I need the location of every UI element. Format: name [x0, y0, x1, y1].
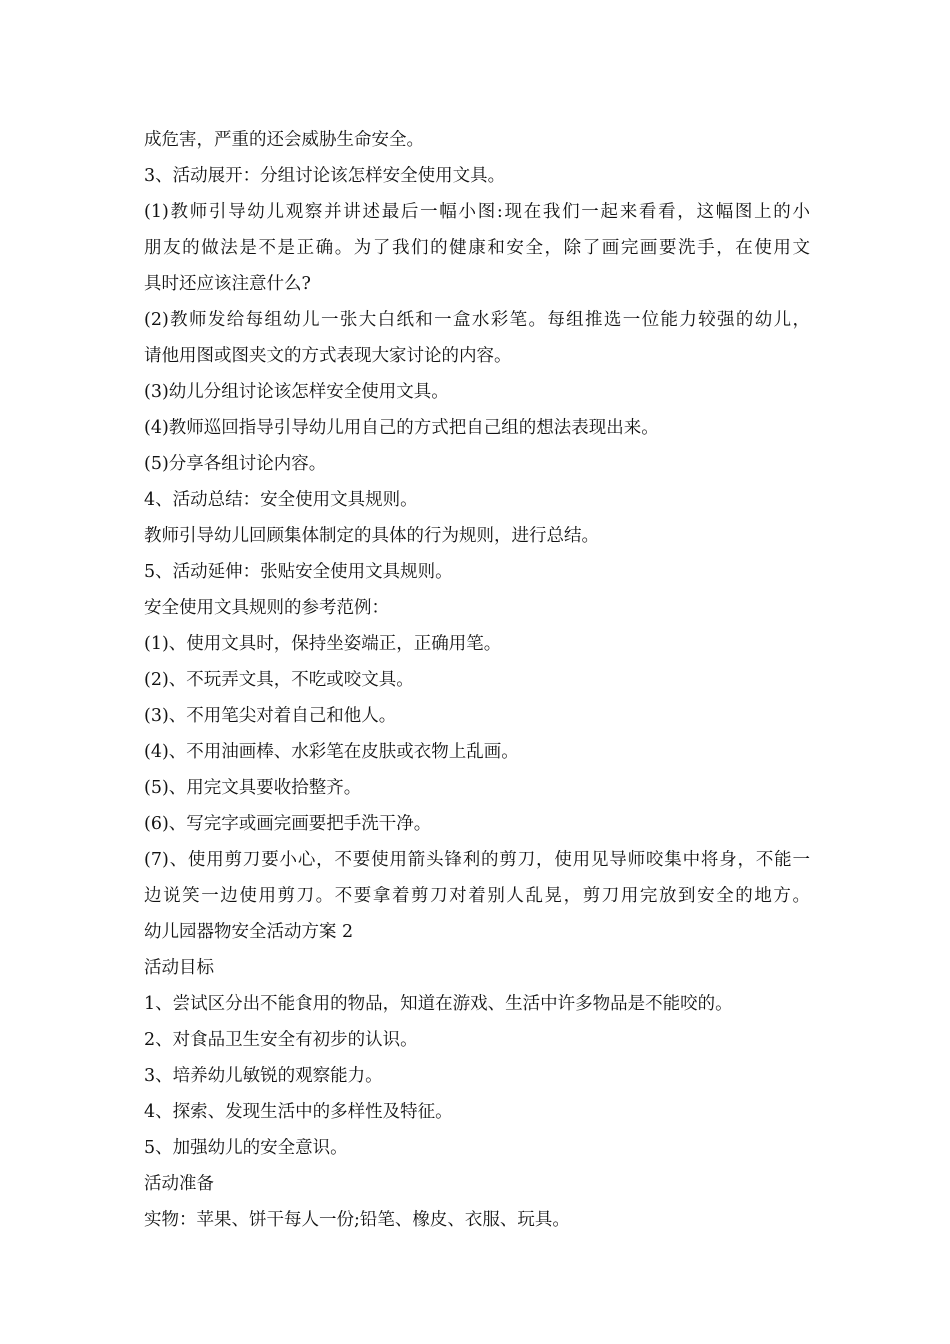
text-line: (1)、使用文具时，保持坐姿端正，正确用笔。 [144, 634, 502, 654]
text-line: 3、活动展开：分组讨论该怎样安全使用文具。 [144, 166, 506, 186]
text-line: (5)、用完文具要收拾整齐。 [144, 778, 362, 798]
text-line: 请他用图或图夹文的方式表现大家讨论的内容。 [144, 346, 512, 366]
text-line: 3、培养幼儿敏锐的观察能力。 [144, 1066, 383, 1086]
text-line: (4)、不用油画棒、水彩笔在皮肤或衣物上乱画。 [144, 742, 519, 762]
text-line: (7)、使用剪刀要小心，不要使用箭头锋利的剪刀，使用见导师咬集中将身，不能一 [144, 850, 810, 870]
text-line: 幼儿园器物安全活动方案 2 [144, 922, 354, 942]
text-line: 成危害，严重的还会威胁生命安全。 [144, 130, 424, 150]
text-line: 实物：苹果、饼干每人一份;铅笔、橡皮、衣服、玩具。 [144, 1210, 570, 1230]
document-body [144, 122, 810, 1238]
text-line: (5)分享各组讨论内容。 [144, 454, 327, 474]
text-line: 朋友的做法是不是正确。为了我们的健康和安全，除了画完画要洗手，在使用文 [144, 238, 810, 258]
text-line: (6)、写完字或画完画要把手洗干净。 [144, 814, 432, 834]
text-line: 4、活动总结：安全使用文具规则。 [144, 490, 418, 510]
text-line: 5、活动延伸：张贴安全使用文具规则。 [144, 562, 453, 582]
text-line: (2)教师发给每组幼儿一张大白纸和一盒水彩笔。每组推选一位能力较强的幼儿， [144, 310, 810, 330]
text-line: 活动准备 [144, 1174, 214, 1194]
text-line: (1)教师引导幼儿观察并讲述最后一幅小图:现在我们一起来看看，这幅图上的小 [144, 202, 810, 222]
text-line: (3)、不用笔尖对着自己和他人。 [144, 706, 397, 726]
text-line: 5、加强幼儿的安全意识。 [144, 1138, 348, 1158]
text-line: (4)教师巡回指导引导幼儿用自己的方式把自己组的想法表现出来。 [144, 418, 659, 438]
text-line: 活动目标 [144, 958, 214, 978]
text-line: (2)、不玩弄文具，不吃或咬文具。 [144, 670, 414, 690]
text-line: (3)幼儿分组讨论该怎样安全使用文具。 [144, 382, 449, 402]
text-line: 2、对食品卫生安全有初步的认识。 [144, 1030, 418, 1050]
text-line: 安全使用文具规则的参考范例： [144, 598, 389, 618]
text-line: 边说笑一边使用剪刀。不要拿着剪刀对着别人乱晃，剪刀用完放到安全的地方。 [144, 886, 810, 906]
text-line: 4、探索、发现生活中的多样性及特征。 [144, 1102, 453, 1122]
text-line: 具时还应该注意什么? [144, 274, 311, 294]
text-line: 教师引导幼儿回顾集体制定的具体的行为规则，进行总结。 [144, 526, 599, 546]
text-line: 1、尝试区分出不能食用的物品，知道在游戏、生活中许多物品是不能咬的。 [144, 994, 733, 1014]
